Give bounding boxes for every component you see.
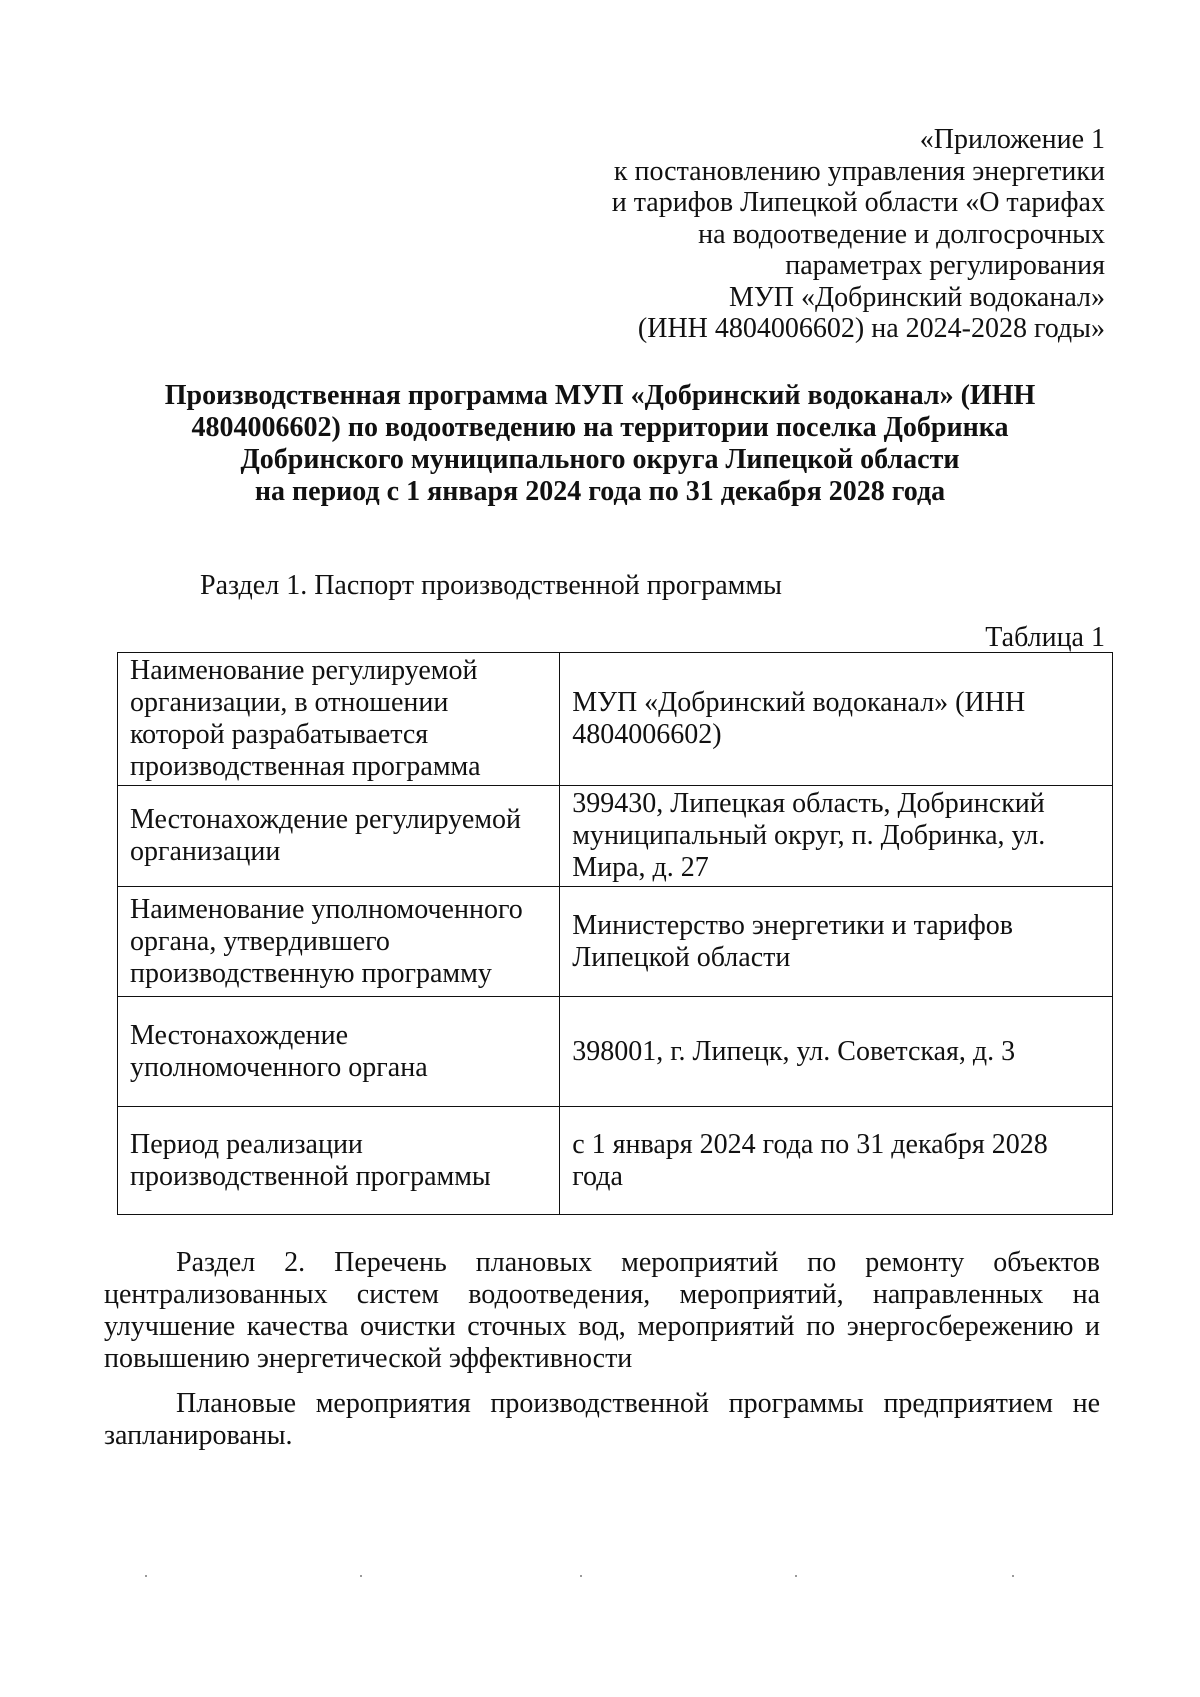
appendix-line: на водоотведение и долгосрочных — [698, 218, 1105, 250]
row-label: Наименование регулируемой организации, в отношении которой разрабатывается производственная программа — [118, 653, 560, 786]
section2-heading: Раздел 2. Перечень плановых мероприятий по ремонту объектов централизованных систем водоотведения, мероприятий, направленных на улучшение качества очистки сточных вод, мероприятий по энергосбережению и повышению энергетической эффективности — [104, 1247, 1100, 1374]
title-line: Производственная программа МУП «Добринский водоканал» (ИНН — [164, 380, 1036, 411]
title-line: на период с 1 января 2024 года по 31 декабря 2028 года — [254, 476, 946, 507]
document-title — [100, 380, 1100, 508]
appendix-line: к постановлению управления энергетики — [613, 155, 1105, 187]
title-line: 4804006602) по водоотведению на территории поселка Добринка — [191, 412, 1009, 443]
appendix-line: МУП «Добринский водоканал» — [729, 281, 1105, 313]
table-row — [118, 997, 1113, 1107]
scan-artifact-dot — [145, 1575, 147, 1577]
table-caption: Таблица 1 — [985, 622, 1105, 653]
title-line: Добринского муниципального округа Липецкой области — [240, 444, 960, 475]
scan-artifact-dot — [580, 1575, 582, 1577]
table-row — [118, 887, 1113, 997]
section2-body: Плановые мероприятия производственной программы предприятием не запланированы. — [104, 1388, 1100, 1451]
appendix-header — [612, 124, 1105, 345]
row-value: 398001, г. Липецк, ул. Советская, д. 3 — [560, 997, 1113, 1107]
scan-artifact-dot — [1012, 1575, 1014, 1577]
row-value: с 1 января 2024 года по 31 декабря 2028 года — [560, 1107, 1113, 1215]
appendix-line: «Приложение 1 — [919, 124, 1105, 155]
row-value: МУП «Добринский водоканал» (ИНН 4804006602) — [560, 653, 1113, 786]
appendix-line: (ИНН 4804006602) на 2024-2028 годы» — [637, 313, 1105, 344]
row-label: Наименование уполномоченного органа, утвердившего производственную программу — [118, 887, 560, 997]
appendix-line: параметрах регулирования — [785, 250, 1105, 281]
passport-table — [117, 652, 1113, 1215]
row-label: Местонахождение регулируемой организации — [118, 786, 560, 887]
table-row — [118, 1107, 1113, 1215]
row-value: 399430, Липецкая область, Добринский муниципальный округ, п. Добринка, ул. Мира, д. 27 — [560, 786, 1113, 887]
table-row — [118, 653, 1113, 786]
table-row — [118, 786, 1113, 887]
scan-artifact-dot — [360, 1575, 362, 1577]
row-label: Период реализации производственной программы — [118, 1107, 560, 1215]
row-label: Местонахождение уполномоченного органа — [118, 997, 560, 1107]
appendix-line: и тарифов Липецкой области «О тарифах — [611, 187, 1105, 218]
row-value: Министерство энергетики и тарифов Липецкой области — [560, 887, 1113, 997]
scan-artifact-dot — [795, 1575, 797, 1577]
section1-heading: Раздел 1. Паспорт производственной программы — [200, 570, 782, 601]
